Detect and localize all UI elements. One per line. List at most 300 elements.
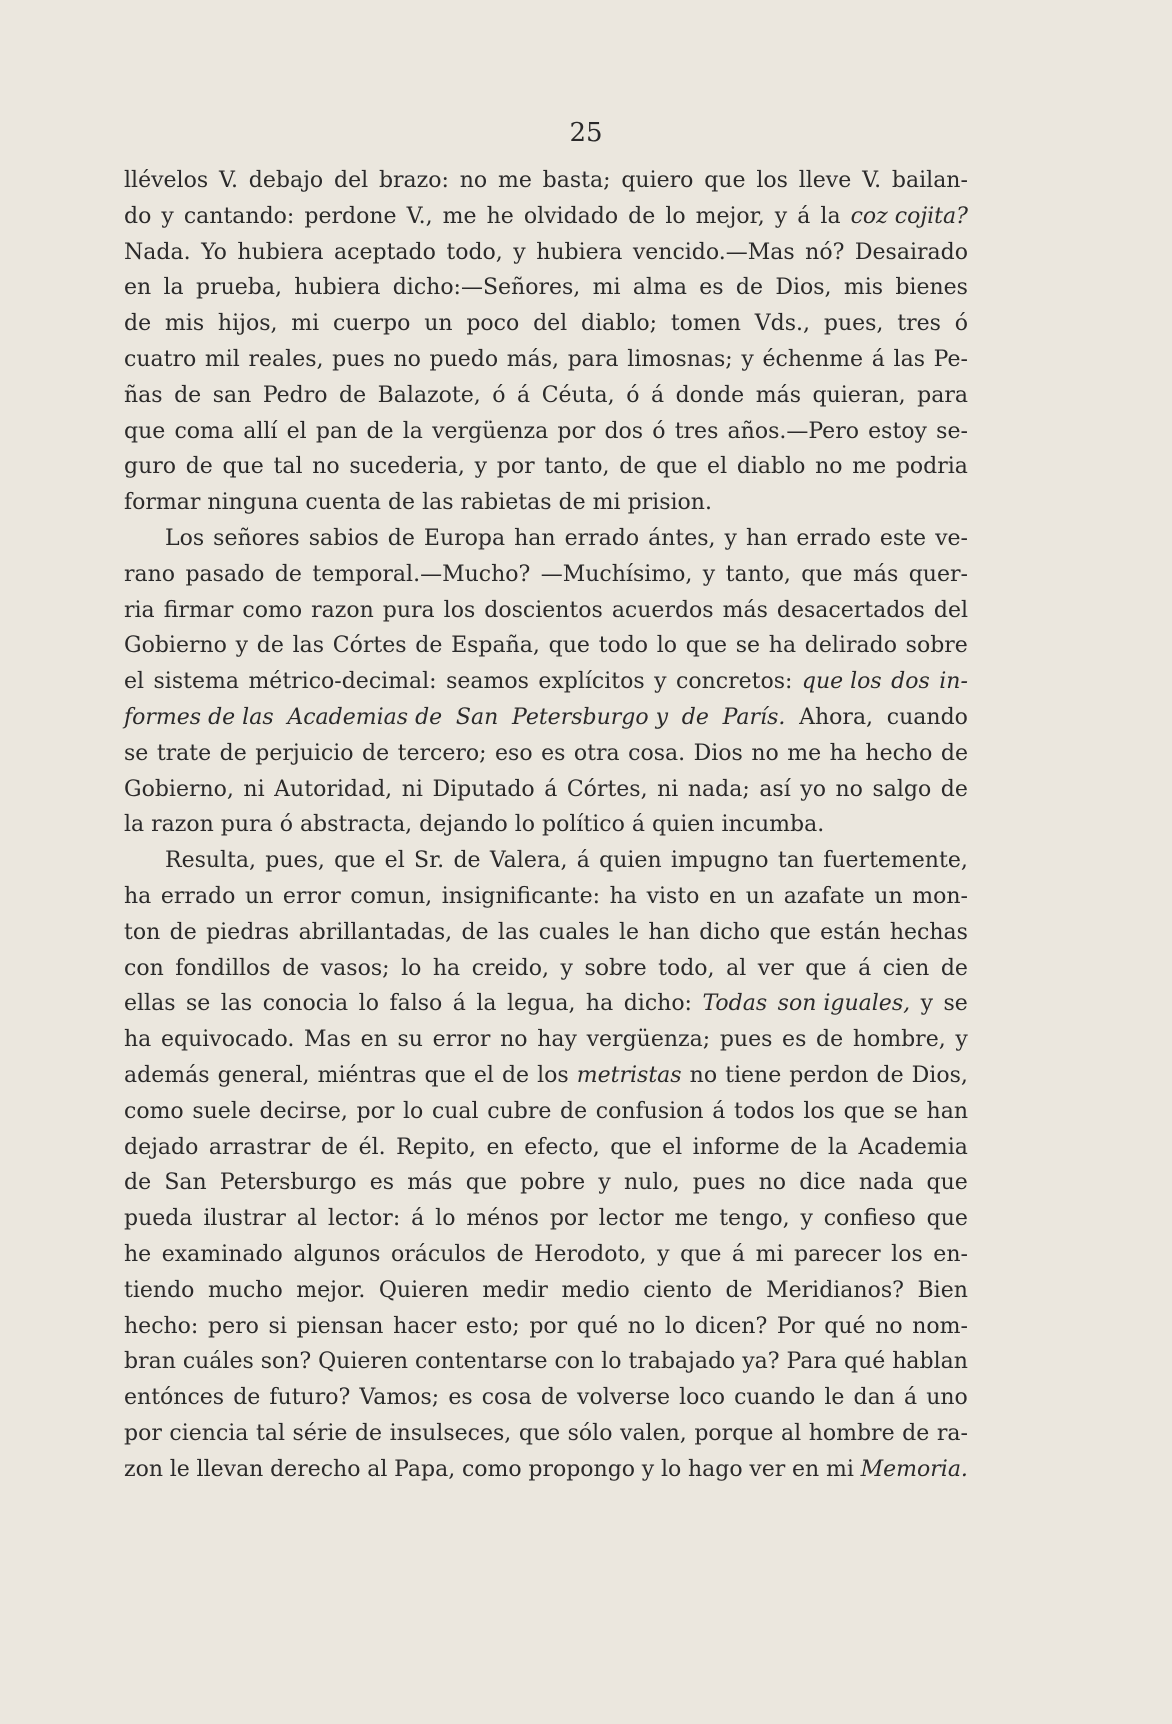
word: la	[820, 203, 841, 229]
word: pues,	[265, 848, 325, 874]
word: que	[124, 418, 166, 444]
text-line	[124, 414, 968, 450]
word: á	[797, 203, 811, 229]
word: París.	[722, 704, 786, 730]
word: Sr.	[414, 848, 445, 874]
word: Europa	[423, 525, 506, 551]
word: han	[648, 919, 690, 945]
word: me	[442, 203, 477, 229]
word: ciento	[643, 1277, 712, 1303]
word: futuro?	[269, 1385, 351, 1411]
word: qué	[844, 1349, 886, 1375]
word: lector	[598, 1206, 664, 1232]
word: de	[362, 740, 390, 766]
word: es	[699, 275, 724, 301]
word: diablo;	[581, 311, 658, 337]
word: dan	[853, 1385, 895, 1411]
word: á	[731, 1241, 746, 1267]
word: insignificante:	[441, 883, 601, 909]
word: me	[852, 454, 887, 480]
word: visto	[646, 883, 700, 909]
word: Academias de	[287, 704, 443, 730]
word: pobre	[520, 1170, 586, 1196]
word: mejor,	[695, 203, 765, 229]
word: le	[824, 1385, 845, 1411]
word: más	[853, 561, 899, 587]
word: á	[576, 848, 590, 874]
word: Vds.,	[754, 311, 811, 337]
word: de	[233, 1385, 261, 1411]
word: pues	[719, 1027, 773, 1053]
word: lo	[664, 1313, 686, 1339]
word: trabajado	[628, 1349, 736, 1375]
word: la	[827, 1134, 848, 1160]
word: que	[926, 1170, 968, 1196]
word: con	[124, 955, 164, 981]
word: ra-	[936, 1420, 968, 1446]
word: sobre	[584, 955, 647, 981]
text-line	[124, 843, 968, 879]
word: hacer	[393, 1313, 457, 1339]
word: sobre	[905, 633, 968, 659]
text-line	[124, 163, 968, 199]
word: ve-	[935, 525, 968, 551]
text-line	[124, 342, 968, 378]
word: hay	[537, 1027, 577, 1053]
word: de	[560, 1098, 588, 1124]
word: desacertados	[776, 597, 925, 623]
word: por	[124, 1420, 162, 1446]
word: no	[500, 1027, 528, 1053]
word: uno	[926, 1385, 968, 1411]
word: las	[220, 991, 253, 1017]
word: cual	[431, 1098, 479, 1124]
word: hago	[687, 1456, 743, 1482]
text-line	[124, 772, 968, 808]
word: trate	[156, 740, 212, 766]
word: ni	[401, 776, 423, 802]
word: nom-	[912, 1313, 968, 1339]
word: ni	[657, 776, 679, 802]
word: la	[163, 275, 184, 301]
word: Memoria.	[860, 1456, 968, 1482]
word: pues,	[823, 311, 884, 337]
word: bienes	[895, 275, 968, 301]
word: V.,	[406, 203, 433, 229]
word: olvidado	[523, 203, 619, 229]
word: comun,	[350, 883, 433, 909]
word: sabios	[308, 525, 379, 551]
word: por	[557, 418, 596, 444]
word: Desairado	[854, 239, 968, 265]
word: donde	[675, 382, 745, 408]
word: de	[681, 704, 709, 730]
word: Academia	[858, 1134, 968, 1160]
word: qué	[824, 1313, 866, 1339]
word: Córtes	[332, 633, 407, 659]
word: hablan	[892, 1349, 968, 1375]
word: lo	[358, 991, 379, 1017]
word: hombre,	[852, 1027, 946, 1053]
word: la	[476, 991, 497, 1017]
word: de	[725, 1277, 753, 1303]
word: ha	[768, 633, 797, 659]
word: de	[453, 848, 481, 874]
word: dicho:—Señores,	[392, 275, 581, 301]
word: me	[674, 1206, 709, 1232]
word: Dios,	[911, 1062, 968, 1088]
word: lo	[514, 812, 535, 838]
word: el	[662, 1134, 683, 1160]
word: es	[369, 1170, 394, 1196]
word: que	[548, 633, 590, 659]
text-line	[124, 1201, 968, 1237]
text-line	[124, 879, 968, 915]
word: ellas	[124, 991, 176, 1017]
word: de	[339, 382, 367, 408]
word: mi	[291, 311, 320, 337]
word: no	[758, 1170, 786, 1196]
text-line	[124, 1094, 968, 1130]
word: Petersburgo y	[512, 704, 669, 730]
text-line	[124, 270, 968, 306]
word: alma	[632, 275, 687, 301]
word: Quieren	[378, 1277, 469, 1303]
word: pan	[315, 418, 358, 444]
text-line	[124, 1058, 968, 1094]
text-line	[124, 1452, 968, 1488]
word: para	[917, 382, 968, 408]
word: y	[474, 454, 488, 480]
word: tres	[674, 418, 719, 444]
word: á	[871, 346, 885, 372]
word: la	[124, 812, 145, 838]
text-line	[124, 700, 968, 736]
word: mon-	[912, 883, 968, 909]
word: de	[366, 418, 394, 444]
word: que	[769, 919, 811, 945]
word: más	[755, 382, 801, 408]
word: lo	[401, 955, 422, 981]
word: concretos:	[676, 669, 793, 695]
word: lo	[601, 1349, 622, 1375]
word: no	[459, 168, 488, 193]
word: de	[501, 1062, 530, 1088]
word: razon	[151, 812, 214, 838]
word: las	[422, 490, 454, 516]
word: de	[902, 1420, 930, 1446]
word: no	[835, 776, 863, 802]
word: del	[933, 597, 968, 623]
word: tomen	[670, 311, 741, 337]
word: años.—Pero	[727, 418, 859, 444]
word: á	[650, 382, 665, 408]
word: piedras	[206, 919, 290, 945]
word: dejando	[419, 812, 508, 838]
word: se	[124, 740, 149, 766]
word: Céuta,	[541, 382, 615, 408]
word: fuertemente,	[823, 848, 968, 874]
word: lo	[403, 1098, 424, 1124]
word: y	[560, 955, 573, 981]
word: ó	[279, 812, 293, 838]
word: tanto,	[544, 454, 610, 480]
word: tal	[273, 454, 303, 480]
word: cosa	[481, 1385, 532, 1411]
word: Valera,	[489, 848, 568, 874]
word: como	[461, 1456, 522, 1482]
word: que	[465, 1170, 507, 1196]
word: no	[875, 1313, 903, 1339]
word: errado	[796, 525, 871, 551]
word: son iguales,	[777, 991, 911, 1017]
word: por	[549, 1206, 588, 1232]
text-line	[124, 306, 968, 342]
word: pero	[208, 1313, 259, 1339]
word: legua,	[507, 991, 576, 1017]
word: y	[920, 991, 934, 1017]
word: metristas	[576, 1062, 682, 1088]
word: yo	[800, 776, 826, 802]
word: las	[497, 919, 530, 945]
word: llevan	[196, 1456, 264, 1482]
word: de	[940, 776, 968, 802]
word: pueda	[124, 1206, 193, 1232]
word: vasos;	[320, 955, 390, 981]
word: Todas	[702, 991, 768, 1017]
word: Los	[165, 525, 205, 551]
word: cuando	[886, 704, 968, 730]
word: Dios,	[775, 275, 832, 301]
text-line	[124, 1344, 968, 1380]
word: ha	[124, 883, 152, 909]
word: á	[452, 991, 466, 1017]
word: es	[448, 1385, 473, 1411]
word: derecho	[270, 1456, 361, 1482]
word: entónces	[124, 1385, 225, 1411]
word: un	[424, 311, 453, 337]
word: más,	[506, 346, 560, 372]
word: Gobierno	[124, 633, 227, 659]
word: se-	[936, 418, 968, 444]
word: pues	[332, 346, 385, 372]
word: los	[756, 168, 788, 193]
word: como	[242, 597, 303, 623]
word: ha	[124, 1027, 152, 1053]
word: de	[735, 275, 764, 301]
word: cantando:	[183, 203, 295, 229]
word: á	[544, 776, 558, 802]
word: su	[397, 1027, 423, 1053]
word: han	[514, 525, 556, 551]
text-line	[124, 628, 968, 664]
word: san	[212, 382, 252, 408]
word: mis	[164, 311, 205, 337]
word: estoy	[868, 418, 927, 444]
word: mi	[825, 1456, 854, 1482]
text-line	[124, 915, 968, 951]
word: el	[286, 418, 307, 444]
word: ó	[652, 418, 666, 444]
word: podria	[895, 454, 968, 480]
word: se	[185, 991, 211, 1017]
word: ménos	[466, 1206, 539, 1232]
word: cubre	[487, 1098, 552, 1124]
word: —Muchísimo,	[540, 561, 693, 587]
word: para	[567, 346, 619, 372]
word: quiero	[621, 168, 694, 193]
word: la	[402, 418, 423, 444]
word: á	[517, 382, 531, 408]
word: mejor.	[296, 1277, 366, 1303]
word: y	[641, 1456, 655, 1482]
word: Meridianos?	[766, 1277, 904, 1303]
word: hecho	[865, 740, 933, 766]
word: de	[876, 1062, 904, 1088]
word: San	[164, 1170, 207, 1196]
word: cuáles	[182, 1349, 254, 1375]
word: se	[893, 1098, 918, 1124]
word: mi	[755, 1241, 784, 1267]
word: errado	[160, 883, 236, 909]
word: Dios	[693, 740, 743, 766]
word: guro	[124, 454, 177, 480]
word: vergüenza	[432, 418, 549, 444]
word: de	[940, 740, 968, 766]
word: más	[407, 1170, 453, 1196]
word: incumba.	[721, 812, 825, 838]
word: de	[282, 955, 310, 981]
text-line	[124, 736, 968, 772]
word: informe	[692, 1134, 780, 1160]
word: delirado	[804, 633, 897, 659]
word: que	[656, 454, 698, 480]
word: si	[268, 1313, 287, 1339]
word: más	[722, 597, 768, 623]
word: y	[654, 669, 667, 695]
word: doscientos	[484, 597, 603, 623]
word: porque	[694, 1420, 774, 1446]
word: por	[529, 1313, 568, 1339]
word: al	[726, 955, 747, 981]
word: mis	[843, 275, 884, 301]
word: qué	[576, 1313, 619, 1339]
word: no	[751, 740, 779, 766]
word: perdon	[789, 1062, 869, 1088]
word: que	[334, 848, 376, 874]
word: todos	[734, 1098, 795, 1124]
word: hijos,	[217, 311, 278, 337]
word: las	[893, 346, 925, 372]
word: salgo	[872, 776, 932, 802]
word: ñas	[124, 382, 163, 408]
text-line	[124, 485, 968, 521]
word: dos	[604, 418, 644, 444]
word: á	[858, 955, 872, 981]
word: lleve	[798, 168, 852, 193]
word: tanto,	[725, 561, 791, 587]
word: Herodoto,	[534, 1241, 647, 1267]
word: le	[169, 1456, 190, 1482]
word: Ahora,	[799, 704, 874, 730]
word: general,	[217, 1062, 310, 1088]
word: Bien	[917, 1277, 968, 1303]
word: cuerpo	[333, 311, 411, 337]
word: abrillantadas,	[298, 919, 453, 945]
word: confusion	[595, 1098, 704, 1124]
word: de	[185, 454, 213, 480]
word: Resulta,	[165, 848, 257, 874]
word: los	[891, 1241, 923, 1267]
word: Por	[776, 1313, 815, 1339]
word: de	[256, 633, 284, 659]
word: Para	[786, 1349, 838, 1375]
word: del	[533, 311, 568, 337]
word: y	[657, 1241, 670, 1267]
word: y	[513, 239, 526, 265]
word: dicen?	[694, 1313, 768, 1339]
word: Córtes,	[566, 776, 648, 802]
text-line	[124, 593, 968, 629]
word: cuales	[538, 919, 610, 945]
word: se	[735, 633, 761, 659]
word: aceptado	[334, 239, 436, 265]
word: que	[805, 955, 847, 981]
word: no	[312, 454, 340, 480]
word: série	[292, 1420, 348, 1446]
word: arrastrar	[208, 1134, 311, 1160]
word: que	[424, 1062, 466, 1088]
word: mi	[592, 275, 621, 301]
word: hubiera	[237, 239, 324, 265]
word: mi	[592, 490, 621, 516]
word: miéntras	[317, 1062, 417, 1088]
word: que	[801, 561, 843, 587]
word: diablo	[736, 454, 806, 480]
word: á	[631, 812, 645, 838]
word: y	[702, 561, 716, 587]
word: quien	[599, 848, 662, 874]
word: volverse	[577, 1385, 671, 1411]
word: en	[709, 883, 737, 909]
word: ántes,	[648, 525, 716, 551]
word: error	[282, 883, 341, 909]
text-line	[124, 1165, 968, 1201]
word: él.	[358, 1134, 386, 1160]
word: coma	[174, 418, 235, 444]
word: y	[955, 1027, 968, 1053]
word: puedo	[429, 346, 499, 372]
word: tiendo	[124, 1277, 195, 1303]
word: Quieren	[318, 1349, 409, 1375]
word: algunos	[293, 1241, 381, 1267]
text-line	[124, 1380, 968, 1416]
word: cosa.	[628, 740, 686, 766]
word: bran	[124, 1349, 176, 1375]
word: vencido.—Mas	[632, 239, 795, 265]
word: loco	[679, 1385, 725, 1411]
word: que	[843, 1098, 885, 1124]
word: quien	[651, 812, 715, 838]
word: confieso	[823, 1206, 916, 1232]
word: de	[387, 490, 416, 516]
page-number: 25	[569, 118, 603, 148]
word: todo,	[446, 239, 503, 265]
word: formar	[124, 490, 201, 516]
word: de	[169, 919, 197, 945]
word: he	[486, 203, 514, 229]
word: examinado	[161, 1241, 283, 1267]
